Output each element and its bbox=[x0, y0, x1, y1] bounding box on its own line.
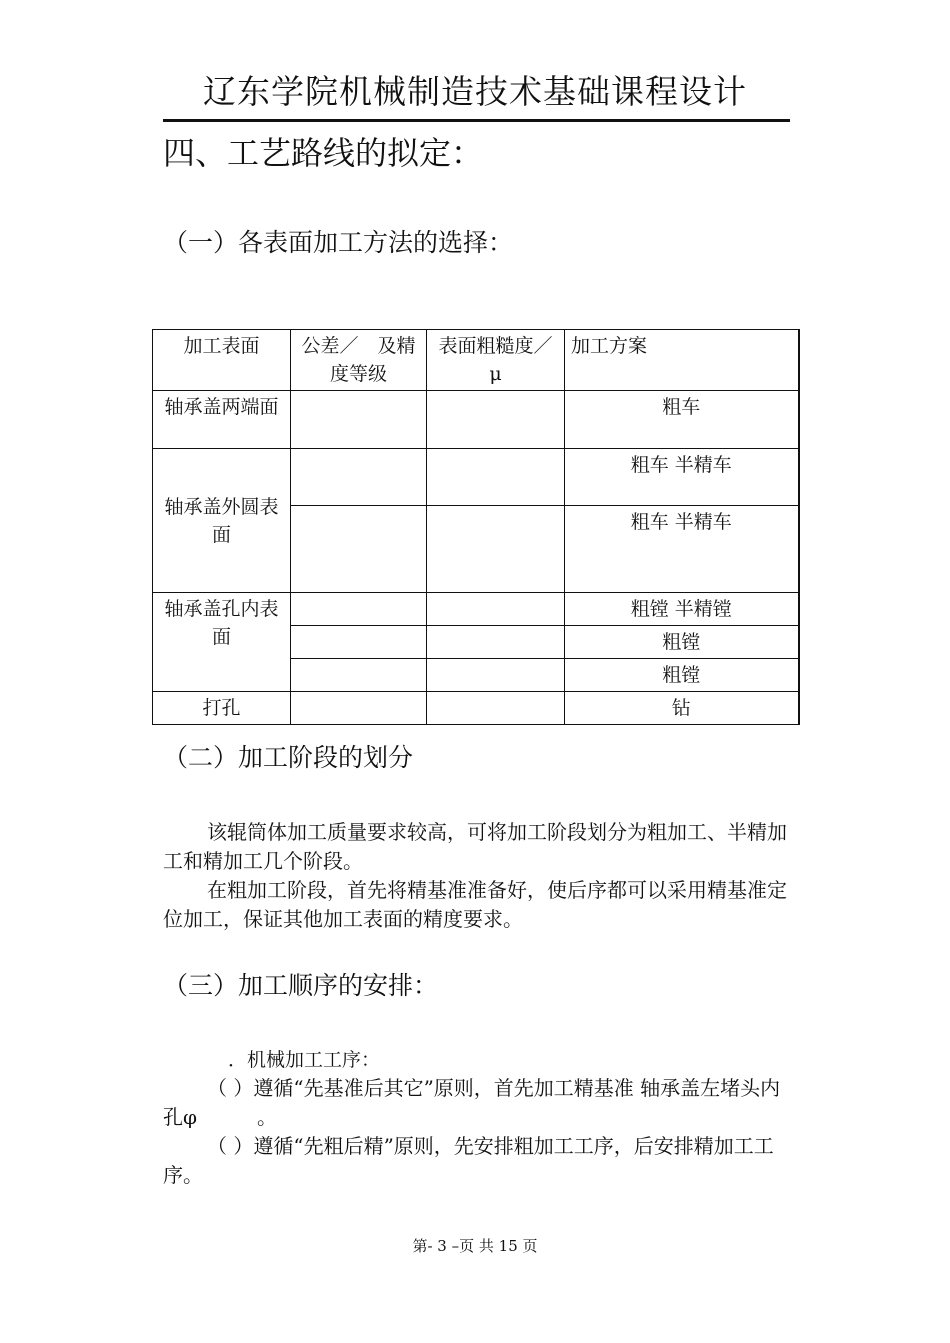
page-number-footer: 第- 3 –页 共 15 页 bbox=[412, 1237, 538, 1255]
step-item-2: （ ）遵循“先粗后精”原则，先安排粗加工工序，后安排精加工工序。 bbox=[163, 1134, 774, 1187]
paragraph-rough-stage: 在粗加工阶段，首先将精基准准备好，使后序都可以采用精基准定位加工，保证其他加工表面的精度要求。 bbox=[163, 878, 787, 931]
header-plan: 加工方案 bbox=[565, 330, 799, 391]
cell-roughness bbox=[427, 593, 565, 626]
cell-tolerance bbox=[291, 391, 427, 449]
cell-tolerance bbox=[291, 692, 427, 725]
document-header-title: 辽东学院机械制造技术基础课程设计 bbox=[203, 72, 747, 111]
cell-tolerance bbox=[291, 449, 427, 506]
cell-plan: 粗镗 bbox=[565, 659, 799, 692]
table-row bbox=[153, 692, 799, 725]
paragraph-stage-division: 该辊筒体加工质量要求较高，可将加工阶段划分为粗加工、半精加工和精加工几个阶段。 bbox=[163, 820, 787, 873]
table-row bbox=[153, 391, 799, 449]
cell-surface: 轴承盖孔内表面 bbox=[153, 593, 291, 692]
cell-surface: 轴承盖外圆表面 bbox=[153, 449, 291, 593]
cell-roughness bbox=[427, 692, 565, 725]
table-row bbox=[153, 593, 799, 626]
subsection-title-2: （二）加工阶段的划分 bbox=[163, 743, 414, 772]
cell-surface: 轴承盖两端面 bbox=[153, 391, 291, 449]
subsection-title-1: （一）各表面加工方法的选择： bbox=[163, 228, 514, 257]
table-header-row bbox=[153, 330, 799, 391]
header-tolerance: 公差／ 及精度等级 bbox=[291, 330, 427, 391]
cell-tolerance bbox=[291, 659, 427, 692]
surface-method-table bbox=[152, 329, 800, 725]
cell-roughness bbox=[427, 391, 565, 449]
cell-roughness bbox=[427, 659, 565, 692]
machining-steps-heading: ．机械加工工序： bbox=[228, 1049, 381, 1071]
cell-plan: 钻 bbox=[565, 692, 799, 725]
header-surface: 加工表面 bbox=[153, 330, 291, 391]
cell-tolerance bbox=[291, 506, 427, 593]
cell-plan: 粗镗 半精镗 bbox=[565, 593, 799, 626]
cell-roughness bbox=[427, 449, 565, 506]
cell-plan: 粗车 bbox=[565, 391, 799, 449]
step-item-1: （ ）遵循“先基准后其它”原则，首先加工精基准 轴承盖左堵头内孔φ 。 bbox=[163, 1076, 781, 1129]
cell-plan: 粗镗 bbox=[565, 626, 799, 659]
table-row bbox=[153, 449, 799, 506]
header-roughness: 表面粗糙度／ μ bbox=[427, 330, 565, 391]
cell-roughness bbox=[427, 626, 565, 659]
cell-surface: 打孔 bbox=[153, 692, 291, 725]
cell-plan: 粗车 半精车 bbox=[565, 506, 799, 593]
section-title: 四、工艺路线的拟定： bbox=[163, 134, 484, 172]
cell-tolerance bbox=[291, 593, 427, 626]
cell-plan: 粗车 半精车 bbox=[565, 449, 799, 506]
cell-tolerance bbox=[291, 626, 427, 659]
subsection-title-3: （三）加工顺序的安排： bbox=[163, 971, 439, 1000]
header-divider bbox=[163, 119, 790, 122]
cell-roughness bbox=[427, 506, 565, 593]
